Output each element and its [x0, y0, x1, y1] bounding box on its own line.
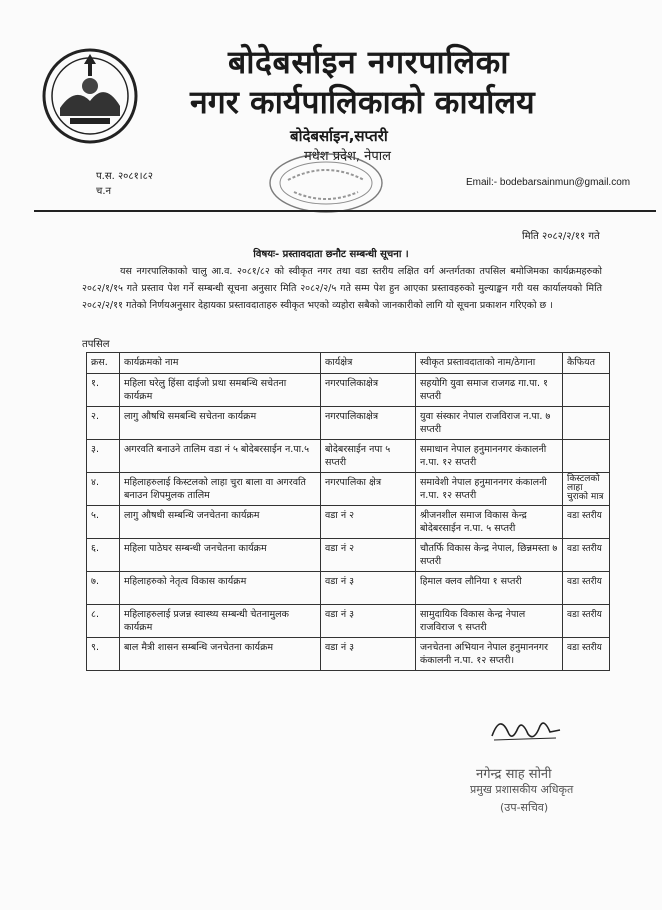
details-label: तपसिल — [82, 339, 110, 350]
municipality-title: बोदेबर्साइन नगरपालिका — [228, 43, 510, 81]
cell-program: महिला पाठेघर सम्बन्धी जनचेतना कार्यक्रम — [120, 539, 321, 572]
cell-program: महिलाहरुलाई प्रजन्न स्वास्थ्य सम्बन्धी चेतनामुलक कार्यक्रम — [120, 605, 321, 638]
signatory-subtitle: (उप-सचिव) — [500, 801, 549, 814]
header-proposer: स्वीकृत प्रस्तावदाताको नाम/ठेगाना — [416, 353, 563, 374]
cell-sn: ७. — [87, 572, 120, 605]
cell-proposer: हिमाल क्लव लौनिया १ सप्तरी — [416, 572, 563, 605]
table-row — [87, 605, 610, 638]
table-row — [87, 638, 610, 671]
cell-remarks: वडा स्तरीय — [563, 506, 610, 539]
cell-proposer: सहयोगि युवा समाज राजगढ गा.पा. १ सप्तरी — [416, 374, 563, 407]
cell-sn: ६. — [87, 539, 120, 572]
cell-sn: ३. — [87, 440, 120, 473]
cell-area: वडा नं ३ — [321, 638, 416, 671]
cell-area: वडा नं २ — [321, 506, 416, 539]
cell-area: वडा नं ३ — [321, 605, 416, 638]
cell-program: अगरवति बनाउने तालिम वडा नं ५ बोदेबरसाईन न.पा.५ — [120, 440, 321, 473]
cell-area: नगरपालिकाक्षेत्र — [321, 407, 416, 440]
signatory-title: प्रमुख प्रशासकीय अधिकृत — [470, 783, 574, 796]
header-area: कार्यक्षेत्र — [321, 353, 416, 374]
cell-proposer: जनचेतना अभियान नेपाल हनुमाननगर कंकालनी न.पा. १२ सप्तरी। — [416, 638, 563, 671]
office-address: बोदेबर्साइन,सप्तरी — [290, 127, 388, 145]
cell-proposer: चौतर्फि विकास केन्द्र नेपाल, छिन्नमस्ता ७ सप्तरी — [416, 539, 563, 572]
reference-number: प.स. २०८१।८२ — [96, 171, 153, 182]
cell-remarks: वडा स्तरीय — [563, 539, 610, 572]
cell-proposer: समावेशी नेपाल हनुमाननगर कंकालनी न.पा. १२ सप्तरी — [416, 473, 563, 506]
table-row — [87, 473, 610, 506]
office-province: मधेश प्रदेश, नेपाल — [304, 149, 391, 164]
notice-body-text: यस नगरपालिकाको चालु आ.व. २०८१/८२ को स्वीकृत नगर तथा वडा स्तरीय लक्षित वर्ग अन्तर्गतका तपसिल बमोजिमका कार्यक्रमहरुको २०८२/१/१५ गते प्रस्ताव पेश गर्ने सम्बन्धी सूचना अनुसार मिति २०८२/२/५ गते सम्म पेश हुन आएका प्रस्तावहरुको मुल्याङ्कन गरी यस कार्यालयको मिति २०८२/२/११ गतेको निर्णयअनुसार देहायका प्रस्तावदाताहरु स्वीकृत भएको व्यहोरा सबैको जानकारीको लागि यो सूचना प्रकाशन गरिएको छ । — [82, 266, 602, 311]
dispatch-number: च.न — [96, 186, 112, 197]
cell-remarks: किस्टलको लाहा चुराको मात्र — [563, 473, 610, 506]
cell-sn: १. — [87, 374, 120, 407]
header-divider — [34, 210, 656, 212]
cell-area: नगरपालिका क्षेत्र — [321, 473, 416, 506]
table-row — [87, 539, 610, 572]
cell-proposer: युवा संस्कार नेपाल राजविराज न.पा. ७ सप्तरी — [416, 407, 563, 440]
cell-proposer: समाधान नेपाल हनुमाननगर कंकालनी न.पा. १२ सप्तरी — [416, 440, 563, 473]
table-header-row — [87, 353, 610, 374]
cell-program: महिलाहरुको नेतृत्व विकास कार्यक्रम — [120, 572, 321, 605]
cell-area: वडा नं ३ — [321, 572, 416, 605]
cell-area: नगरपालिकाक्षेत्र — [321, 374, 416, 407]
cell-remarks — [563, 407, 610, 440]
cell-remarks: वडा स्तरीय — [563, 638, 610, 671]
table-row — [87, 374, 610, 407]
header-remarks: कैफियत — [563, 353, 610, 374]
cell-sn: ८. — [87, 605, 120, 638]
government-emblem-icon — [40, 46, 140, 146]
cell-program: लागु औषधि समबन्धि सचेतना कार्यक्रम — [120, 407, 321, 440]
signature-icon — [486, 708, 566, 748]
header-program: कार्यक्रमको नाम — [120, 353, 321, 374]
cell-area: बोदेबरसाईन नपा ५ सप्तरी — [321, 440, 416, 473]
office-title: नगर कार्यपालिकाको कार्यालय — [190, 83, 535, 121]
cell-program: लागु औषधी सम्बन्धि जनचेतना कार्यक्रम — [120, 506, 321, 539]
cell-program: बाल मैत्री शासन सम्बन्धि जनचेतना कार्यक्रम — [120, 638, 321, 671]
table-row — [87, 572, 610, 605]
cell-proposer: सामुदायिक विकास केन्द्र नेपाल राजविराज ९ सप्तरी — [416, 605, 563, 638]
official-stamp-icon — [266, 150, 386, 216]
table-row — [87, 506, 610, 539]
cell-sn: ४. — [87, 473, 120, 506]
notice-subject: विषयः- प्रस्तावदाता छनौट सम्बन्धी सूचना । — [253, 249, 409, 260]
email-address: Email:- bodebarsainmun@gmail.com — [466, 177, 631, 188]
cell-program: महिलाहरुलाई किस्टलको लाहा चुरा बाला वा अगरवति बनाउन शिपमुलक तालिम — [120, 473, 321, 506]
signatory-name: नगेन्द्र साह सोनी — [476, 767, 552, 782]
cell-remarks — [563, 374, 610, 407]
cell-sn: २. — [87, 407, 120, 440]
table-row — [87, 440, 610, 473]
notice-date: मिति २०८२/२/११ गते — [522, 231, 600, 242]
cell-proposer: श्रीजनशील समाज विकास केन्द्र बोदेबरसाईन न.पा. ५ सप्तरी — [416, 506, 563, 539]
table-row — [87, 407, 610, 440]
cell-area: वडा नं २ — [321, 539, 416, 572]
cell-remarks: वडा स्तरीय — [563, 572, 610, 605]
notice-body — [82, 263, 602, 314]
cell-remarks: वडा स्तरीय — [563, 605, 610, 638]
cell-remarks — [563, 440, 610, 473]
header-sn: क्रस. — [87, 353, 120, 374]
cell-sn: ५. — [87, 506, 120, 539]
cell-sn: ९. — [87, 638, 120, 671]
cell-program: महिला घरेलु हिंसा दाईजो प्रथा समबन्धि सचेतना कार्यक्रम — [120, 374, 321, 407]
approved-proposers-table — [86, 352, 610, 671]
